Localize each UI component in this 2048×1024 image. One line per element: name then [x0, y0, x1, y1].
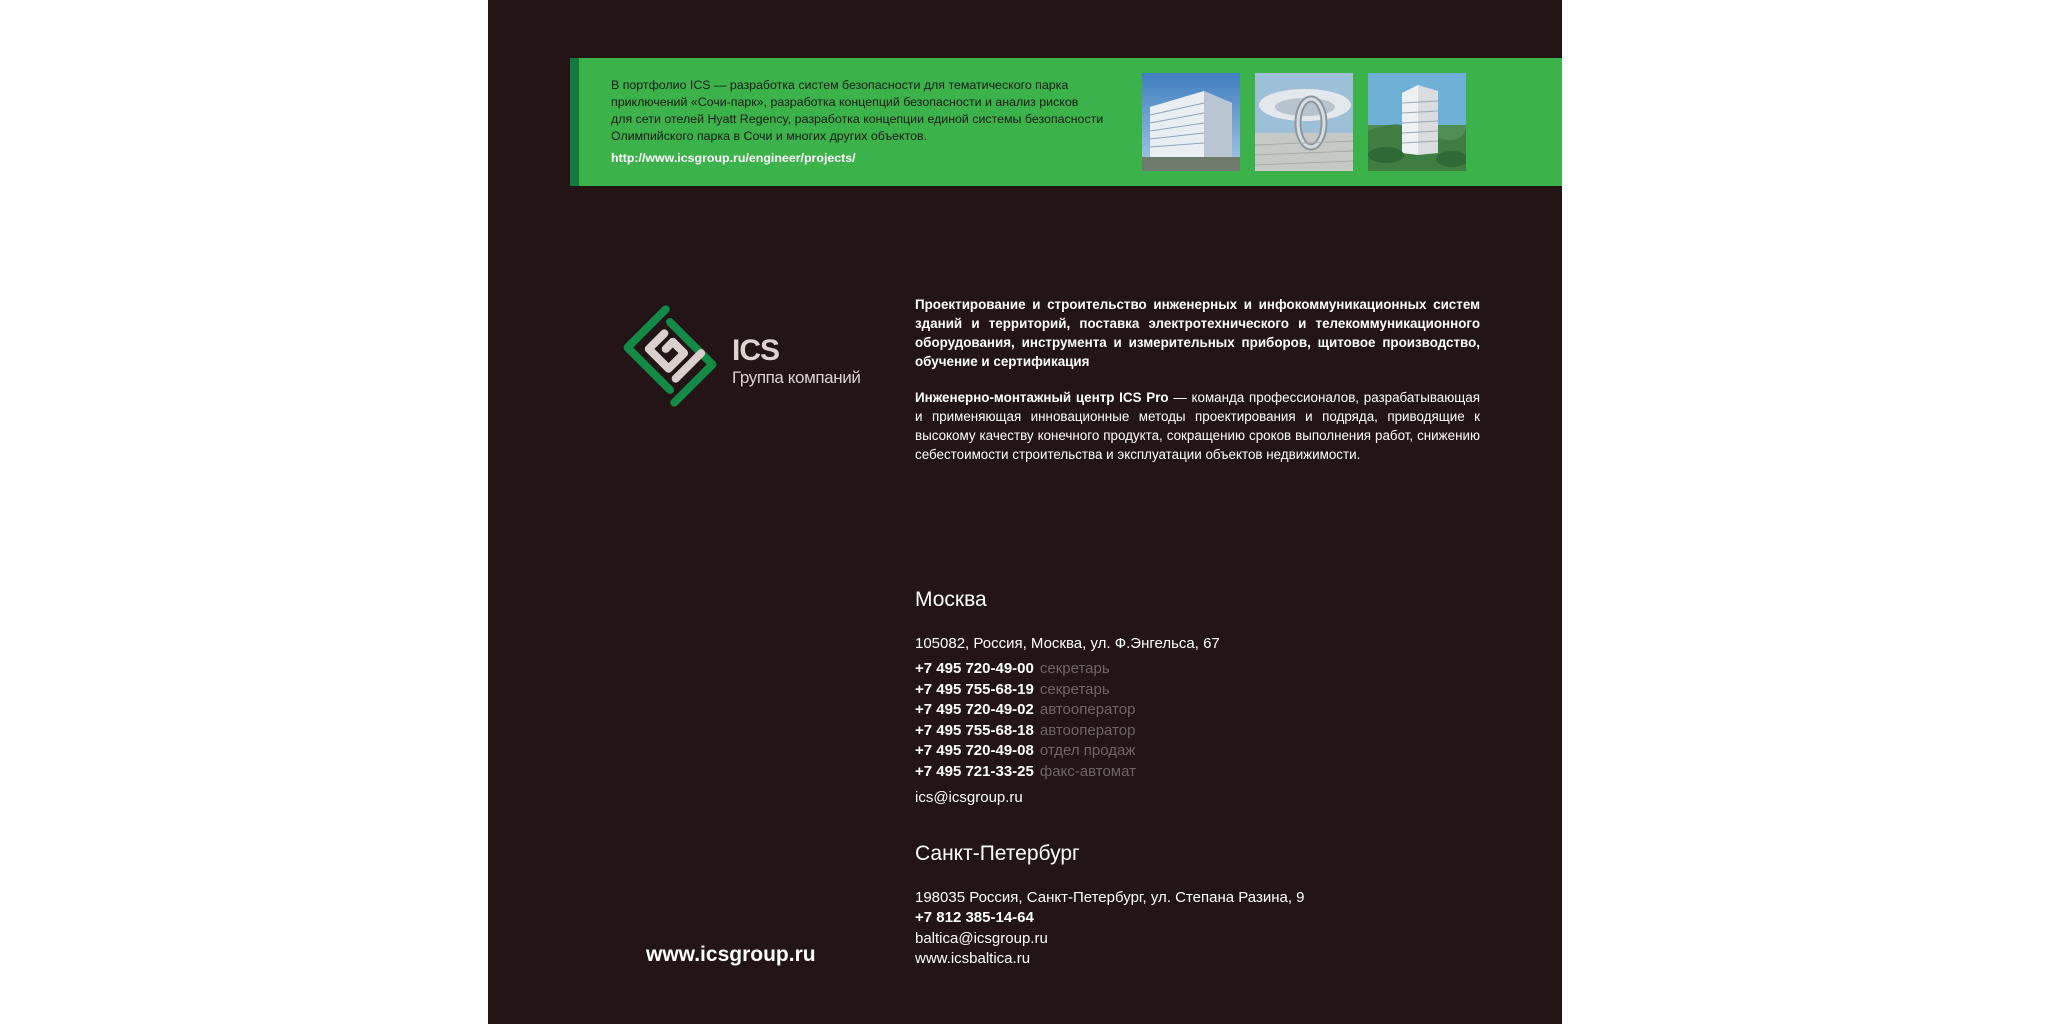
phone-note: отдел продаж — [1039, 742, 1136, 760]
phone-note: секретарь — [1039, 660, 1110, 677]
spb-address: 198035 Россия, Санкт-Петербург, ул. Степана Разина, 9 — [915, 889, 1305, 906]
phone-note: автооператор — [1039, 701, 1136, 719]
phone-number: +7 495 755-68-19 — [915, 680, 1034, 698]
phone-number: +7 495 720-49-02 — [915, 701, 1034, 719]
resort-tower-photo — [1368, 73, 1466, 171]
spb-phone: +7 812 385-14-64 — [915, 909, 1034, 926]
portfolio-text — [611, 77, 1131, 145]
phone-row — [915, 680, 1136, 701]
phone-row — [915, 721, 1136, 742]
company-description — [915, 295, 1480, 464]
portfolio-line: для сети отелей Hyatt Regency, разработка концепции единой системы безопасности — [611, 112, 1104, 126]
company-website[interactable]: www.icsgroup.ru — [646, 943, 816, 966]
phone-number: +7 495 720-49-08 — [915, 742, 1034, 760]
banner-accent-stripe — [570, 58, 579, 186]
moscow-address: 105082, Россия, Москва, ул. Ф.Энгельса, 67 — [915, 635, 1220, 652]
spb-website[interactable]: www.icsbaltica.ru — [915, 950, 1031, 967]
spb-email[interactable]: baltica@icsgroup.ru — [915, 930, 1048, 947]
portfolio-banner — [570, 58, 1562, 186]
portfolio-line: приключений «Сочи-парк», разработка концепций безопасности и анализ рисков — [611, 95, 1079, 109]
center-name: Инженерно-монтажный центр ICS Pro — [915, 390, 1169, 405]
phone-number: +7 495 721-33-25 — [915, 762, 1034, 780]
logo-subtitle: Группа компаний — [732, 368, 861, 387]
phone-number: +7 495 755-68-18 — [915, 721, 1034, 739]
ics-logo — [612, 296, 861, 416]
portfolio-line: В портфолио ICS — разработка систем безопасности для тематического парка — [611, 78, 1069, 92]
phone-note: автооператор — [1039, 721, 1136, 739]
phone-row — [915, 700, 1136, 721]
spb-heading: Санкт-Петербург — [915, 842, 1080, 865]
center-description — [915, 388, 1480, 464]
logo-name: ICS — [732, 334, 780, 367]
portfolio-line: Олимпийского парка в Сочи и многих других объектов. — [611, 129, 928, 143]
services-summary: Проектирование и строительство инженерных и инфокоммуникационных систем зданий и территорий, поставка электротехнического и телекоммуникационного оборудования, инструмента и измерительных приборов, щитовое производство, обучение и сертификация — [915, 297, 1480, 369]
ics-logo-mark-icon — [612, 296, 728, 416]
phone-number: +7 495 720-49-00 — [915, 660, 1034, 677]
hotel-building-photo — [1142, 73, 1240, 171]
moscow-heading: Москва — [915, 588, 987, 611]
phone-row — [915, 741, 1136, 762]
brochure-back-cover — [488, 0, 1562, 1024]
phone-row — [915, 659, 1136, 680]
olympic-stadium-photo — [1255, 73, 1353, 171]
phone-row — [915, 762, 1136, 783]
moscow-phone-list — [915, 659, 1136, 783]
center-text: — команда профессионалов, разрабатывающая и применяющая инновационные методы проектирования и подряда, приводящие к высокому качеству конечного продукта, сокращению сроков выполнения работ, снижению себестоимости строительства и эксплуатации объектов недвижимости. — [915, 390, 1480, 462]
projects-link[interactable]: http://www.icsgroup.ru/engineer/projects/ — [611, 151, 856, 165]
phone-note: секретарь — [1039, 680, 1110, 698]
phone-note: факс-автомат — [1039, 762, 1136, 780]
moscow-email[interactable]: ics@icsgroup.ru — [915, 789, 1023, 806]
